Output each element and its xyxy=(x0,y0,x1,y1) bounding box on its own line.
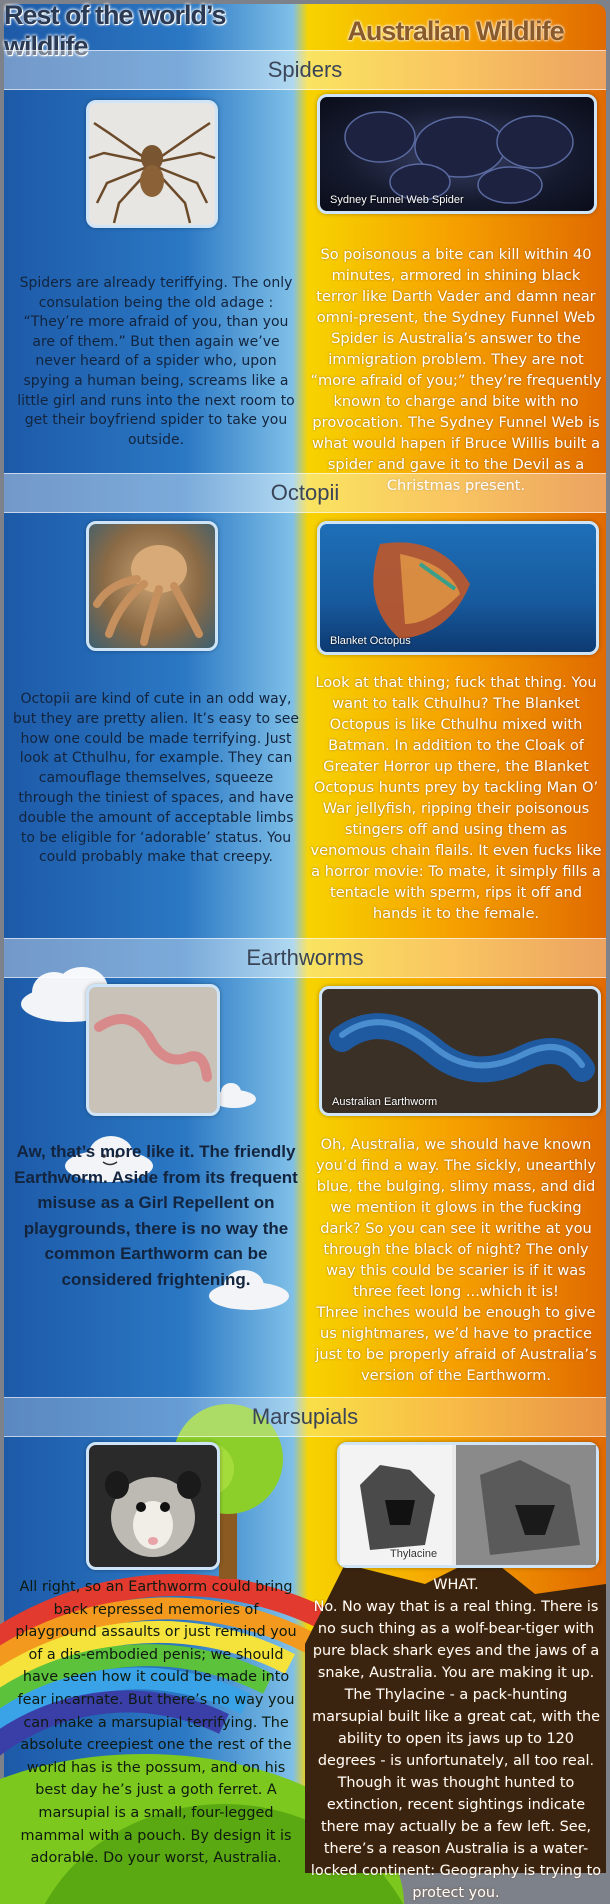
earthworm-icon xyxy=(89,987,217,1113)
left-column-title: Rest of the world’s wildlife xyxy=(4,0,226,61)
infographic xyxy=(4,0,606,1901)
earthworms-left-text: Aw, that’s more like it. The friendly Earthworm. Aside from its frequent misuse as a Girl Repellent on playgrounds, there is no way the common Earthworm can be considered frightening. xyxy=(14,1142,298,1289)
spider-icon xyxy=(89,103,215,225)
earthworms-right-text xyxy=(310,1134,602,1386)
earthworms-right-paragraph: Three inches would be enough to give us nightmares, we’d have to practice just to be properly afraid of Australia’s version of the Earthworm. xyxy=(315,1304,597,1384)
section-heading-earthworms: Earthworms xyxy=(4,938,606,978)
marsupials-right-heading: WHAT. xyxy=(433,1577,479,1593)
octopus-photo xyxy=(86,521,218,651)
marsupials-left-text: All right, so an Earthworm could bring back repressed memories of playground assaults or just remind you of a dis-embodied penis; we should have seen how it could be made into fear incarnate. But there’s no way you can make a marsupial terrifying. The absolute creepiest one the rest of the world has is the possum, and on his best day he’s just a goth ferret. A marsupial is a small, four-legged mammal with a pouch. By design it is adorable. Do your worst, Australia. xyxy=(15,1579,297,1867)
octopus-icon xyxy=(89,524,215,648)
blanket-octopus-icon xyxy=(320,524,596,652)
marsupials-right-paragraph: No. No way that is a real thing. There is no such thing as a wolf-bear-tiger with pure black shark eyes and the jaws of a snake, Australia. You are making it up. The Thylacine - a pack-hunting marsupial built like a great cat, with the ability to open its jaws up to 120 degrees - is unfortunately, all too real. Though it was thought hunted to extinction, recent sightings indicate there may actually be a few left. See, there’s a reason Australia is a water-locked continent: Geography is trying to protect you. xyxy=(310,1599,602,1901)
octopii-left-text: Octopii are kind of cute in an odd way, but they are pretty alien. It’s easy to see how one could be made terrifying. Just look at Cthulhu, for example. They can camouflage themselves, squeeze through the tiniest of spaces, and have double the amount of acceptable limbs to be eligible for ‘adorable’ status. You could probably make that creepy. xyxy=(13,691,299,866)
octopii-right-text: Look at that thing; fuck that thing. You want to talk Cthulhu? The Blanket Octopus is like Cthulhu mixed with Batman. In addition to the Cloak of Greater Horror up there, the Blanket Octopus hunts prey by tackling Man O’ War jellyfish, ripping their poisonous stingers off and using them as venomous chain flails. It even fucks like a horror movie: To mate, it simply fills a tentacle with sperm, rips it off and hands it to the female. xyxy=(310,674,602,922)
spiders-right-text: So poisonous a bite can kill within 40 minutes, armored in shining black terror like Darth Vader and damn near omni-present, the Sydney Funnel Web Spider is Australia’s answer to the immigration problem. They are not “more afraid of you;” they’re frequently known to charge and bite with no provocation. The Sydney Funnel Web is what would hapen if Bruce Willis built a spider and gave it to the Devil as a Christmas present. xyxy=(310,246,602,494)
thylacine-icon xyxy=(340,1445,596,1565)
thylacine-photo xyxy=(337,1442,599,1568)
photo-caption: Sydney Funnel Web Spider xyxy=(330,194,464,206)
marsupials-right-text xyxy=(310,1574,602,1904)
possum-icon xyxy=(89,1445,217,1567)
section-heading-octopii: Octopii xyxy=(4,473,606,513)
australian-earthworm-photo xyxy=(319,986,601,1116)
earthworm-photo xyxy=(86,984,220,1116)
photo-caption: Australian Earthworm xyxy=(332,1096,438,1108)
photo-caption: Thylacine xyxy=(390,1548,438,1560)
funnel-web-spider-photo xyxy=(317,94,597,214)
spiders-left-text: Spiders are already teriffying. The only consulation being the old adage : “They’re more afraid of you, than you are of them.” But then again we’ve never heard of a spider who, upon spying a human being, screams like a little girl and runs into the next room to get their boyfriend spider to take you outside. xyxy=(17,275,295,448)
photo-caption: Blanket Octopus xyxy=(330,635,411,647)
spider-photo xyxy=(86,100,218,228)
right-column-title: Australian Wildlife xyxy=(347,15,564,46)
possum-photo xyxy=(86,1442,220,1570)
australian-earthworm-icon xyxy=(322,989,598,1113)
earthworms-right-paragraph: Oh, Australia, we should have known you’d find a way. The sickly, unearthly blue, the bulging, slimy mass, and did we mention it glows in the fucking dark? So you can see it writhe at you through the black of night? The only way this could be scarier is if it was three feet long ...which it is! xyxy=(316,1136,596,1300)
blanket-octopus-photo xyxy=(317,521,599,655)
section-heading-spiders: Spiders xyxy=(4,50,606,90)
section-heading-marsupials: Marsupials xyxy=(4,1397,606,1437)
